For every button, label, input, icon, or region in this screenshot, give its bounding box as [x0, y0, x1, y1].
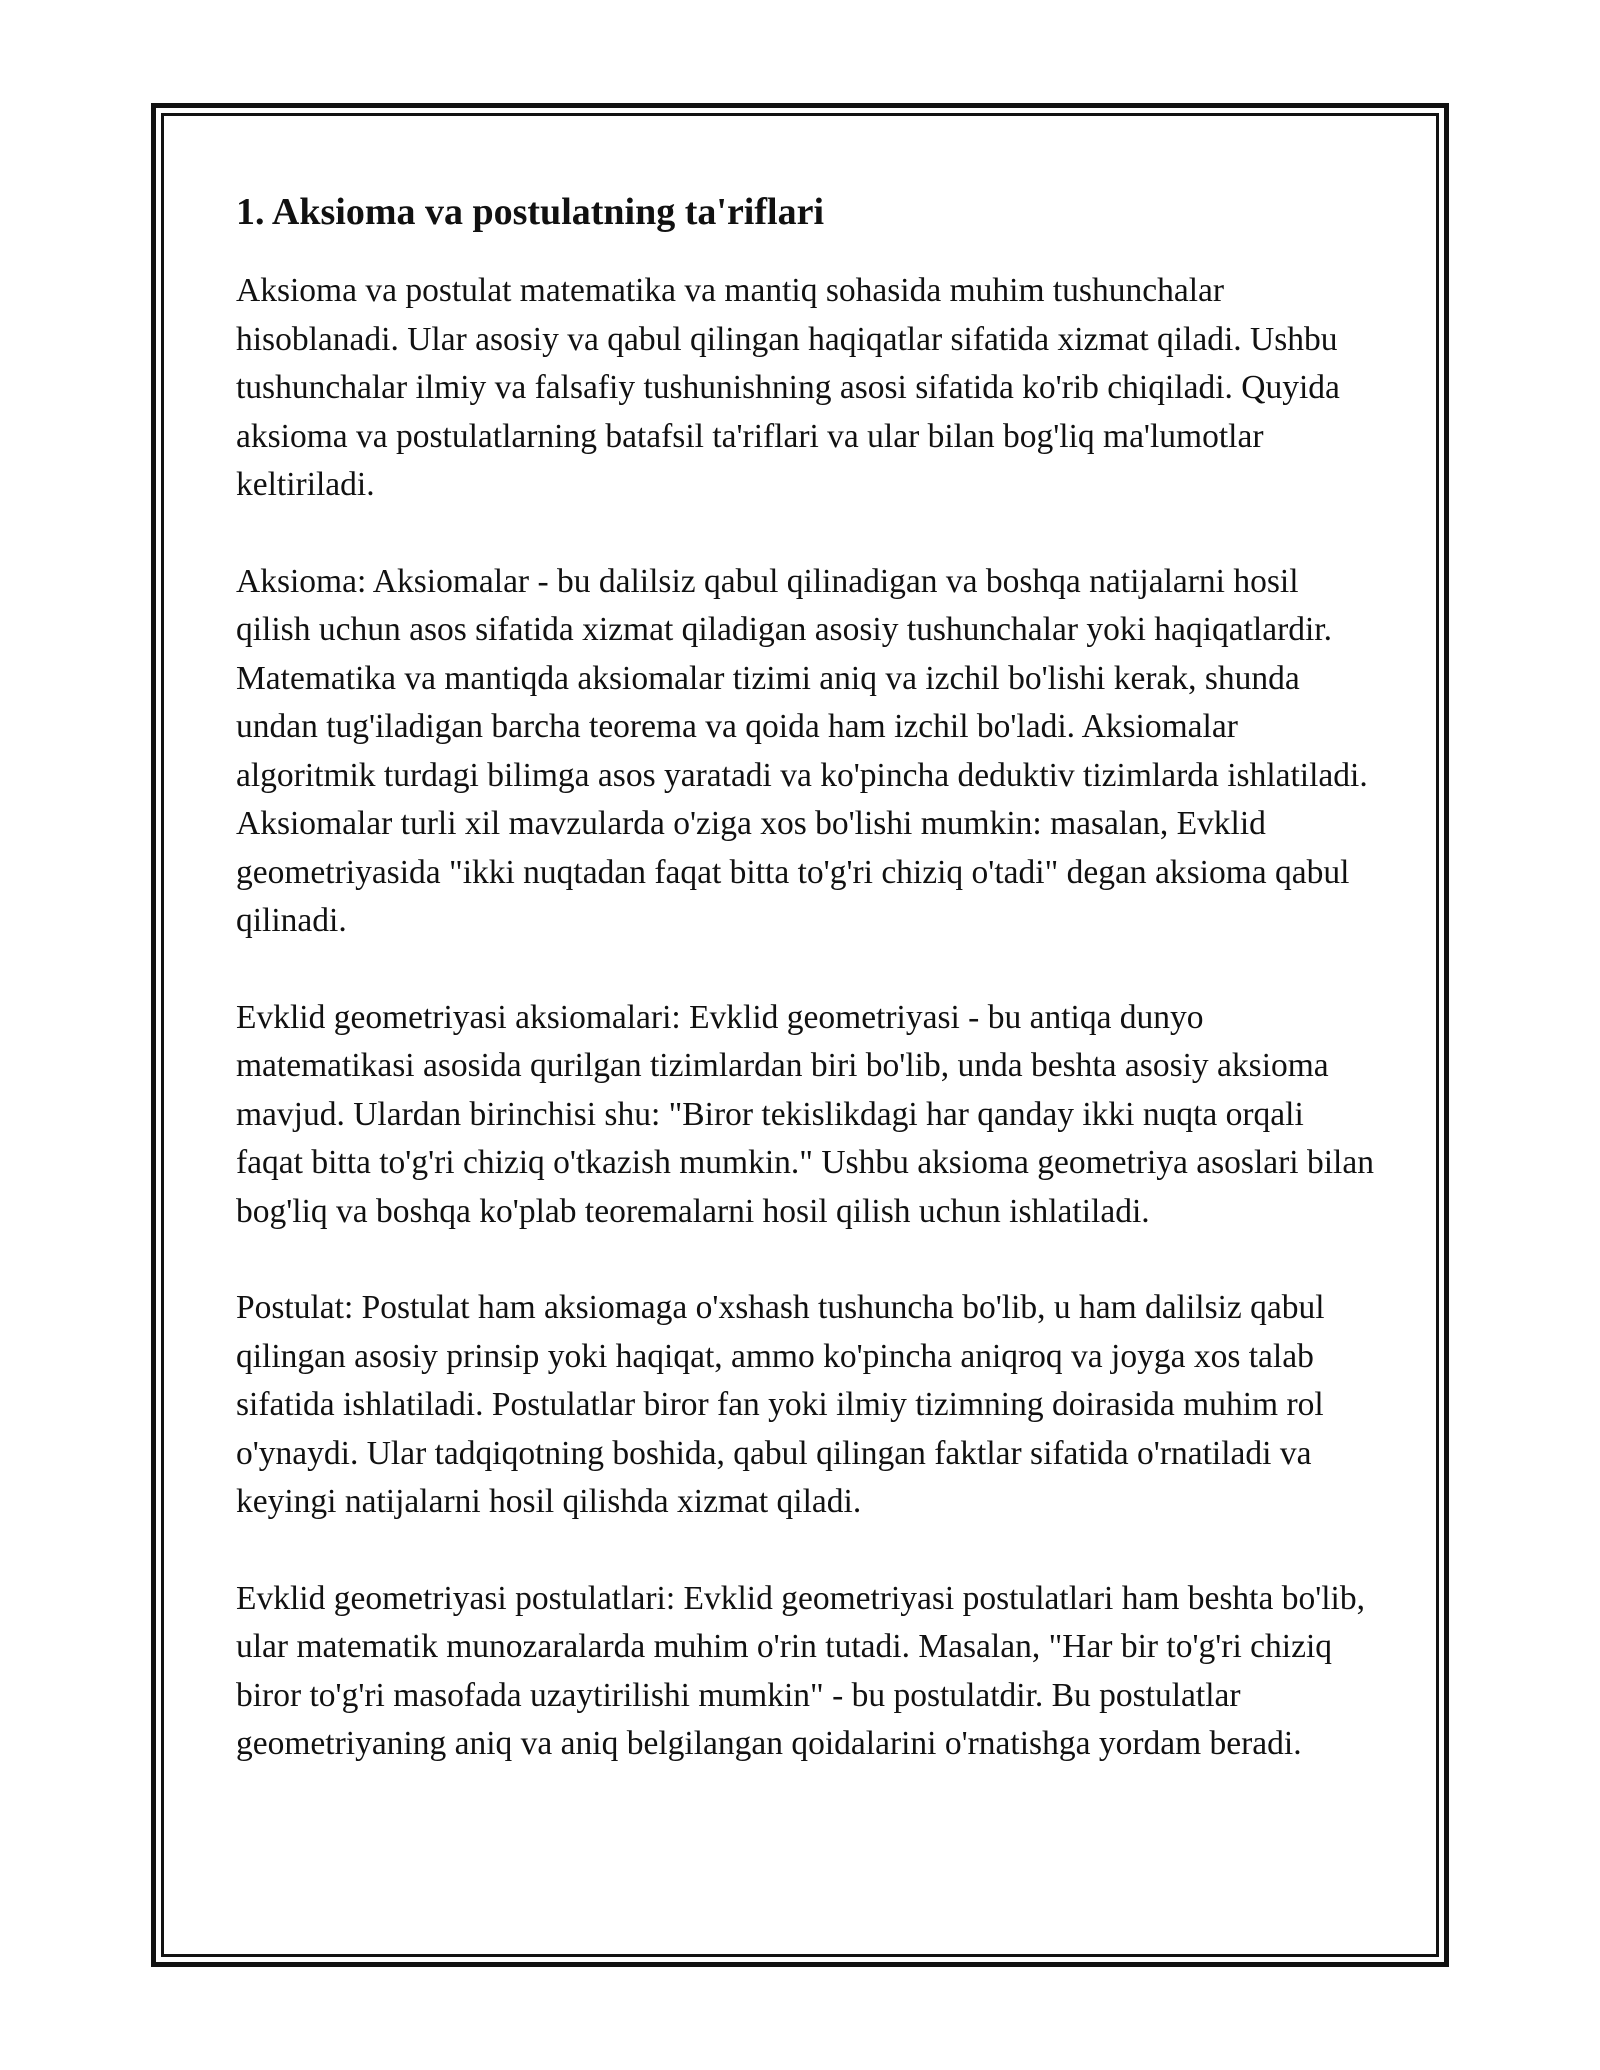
paragraph-aksioma: Aksioma: Aksiomalar - bu dalilsiz qabul qilinadigan va boshqa natijalarni hosil qilish uchun asos sifatida xizmat qiladigan asosiy tushunchalar yoki haqiqatlardir. Matematika va mantiqda aksiomalar tizimi aniq va izchil bo'lishi kerak, shunda undan tug'iladigan barcha teorema va qoida ham izchil bo'ladi. Aksiomalar algoritmik turdagi bilimga asos yaratadi va ko'pincha deduktiv tizimlarda ishlatiladi. Aksiomalar turli xil mavzularda o'ziga xos bo'lishi mumkin: masalan, Evklid geometriyasida "ikki nuqtadan faqat bitta to'g'ri chiziq o'tadi" degan aksioma qabul qilinadi. — [236, 562, 1368, 939]
section-heading: 1. Aksioma va postulatning ta'riflari — [236, 191, 824, 233]
paragraph-postulat: Postulat: Postulat ham aksiomaga o'xshash tushuncha bo'lib, u ham dalilsiz qabul qilingan asosiy prinsip yoki haqiqat, ammo ko'pincha aniqroq va joyga xos talab sifatida ishlatiladi. Postulatlar biror fan yoki ilmiy tizimning doirasida muhim rol o'ynaydi. Ular tadqiqotning boshida, qabul qilingan faktlar sifatida o'rnatiladi va keyingi natijalarni hosil qilishda xizmat qiladi. — [236, 1289, 1325, 1520]
paragraph-evklid-aksiomalari: Evklid geometriyasi aksiomalari: Evklid geometriyasi - bu antiqa dunyo matematikasi asosida qurilgan tizimlardan biri bo'lib, unda beshta asosiy aksioma mavjud. Ulardan birinchisi shu: "Biror tekislikdagi har qanday ikki nuqta orqali faqat bitta to'g'ri chiziq o'tkazish mumkin." Ushbu aksioma geometriya asoslari bilan bog'liq va boshqa ko'plab teoremalarni hosil qilish uchun ishlatiladi. — [236, 998, 1374, 1230]
document-body — [236, 185, 1376, 1769]
paragraph-intro: Aksioma va postulat matematika va mantiq sohasida muhim tushunchalar hisoblanadi. Ular asosiy va qabul qilingan haqiqatlar sifatida xizmat qiladi. Ushbu tushunchalar ilmiy va falsafiy tushunishning asosi sifatida ko'rib chiqiladi. Quyida aksioma va postulatlarning batafsil ta'riflari va ular bilan bog'liq ma'lumotlar keltiriladi. — [236, 272, 1340, 503]
paragraph-evklid-postulatlari: Evklid geometriyasi postulatlari: Evklid geometriyasi postulatlari ham beshta bo'lib, ular matematik munozaralarda muhim o'rin tutadi. Masalan, "Har bir to'g'ri chiziq biror to'g'ri masofada uzaytirilishi mumkin" - bu postulatdir. Bu postulatlar geometriyaning aniq va aniq belgilangan qoidalarini o'rnatishga yordam beradi. — [236, 1579, 1365, 1762]
